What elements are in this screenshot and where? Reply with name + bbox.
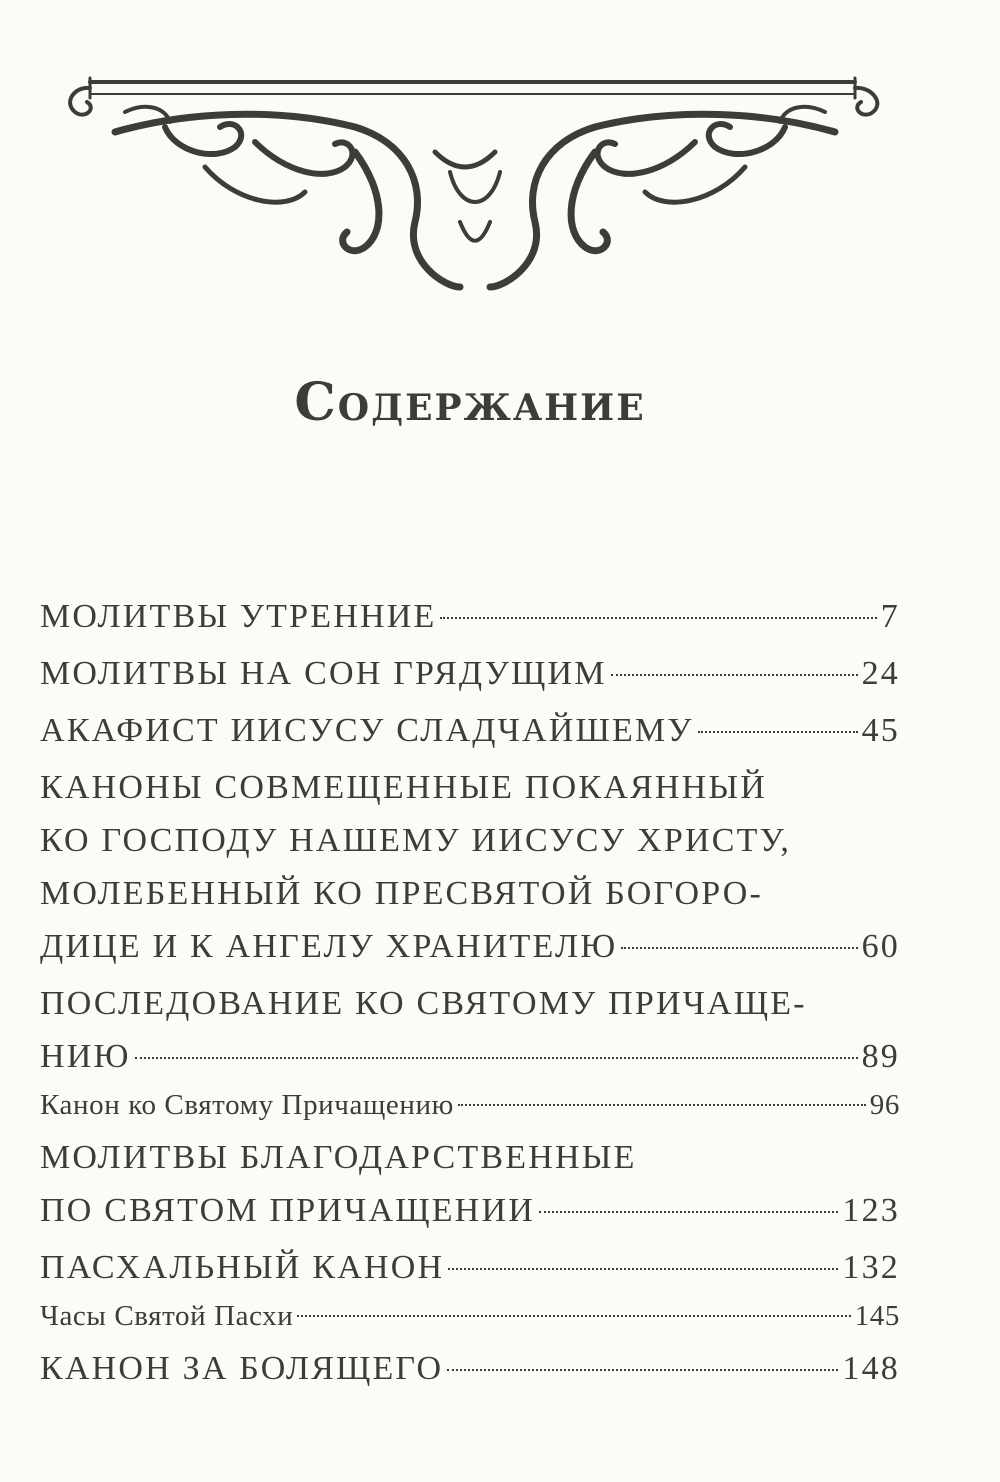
toc-entry-title-line: НИЮ [40, 1038, 131, 1075]
page-number: 148 [842, 1350, 900, 1387]
toc-entry-title-line: ПАСХАЛЬНЫЙ КАНОН [40, 1249, 445, 1286]
dot-leader [448, 1268, 838, 1270]
toc-entry-title-line: АКАФИСТ ИИСУСУ СЛАДЧАЙШЕМУ [40, 712, 694, 749]
page-number: 145 [854, 1300, 900, 1332]
toc-entry-title-line: МОЛЕБЕННЫЙ КО ПРЕСВЯТОЙ БОГОРО- [40, 875, 764, 912]
toc-entry[interactable] [40, 1294, 900, 1338]
toc-entry-title-line: КАНОНЫ СОВМЕЩЕННЫЕ ПОКАЯННЫЙ [40, 769, 767, 806]
dot-leader [458, 1104, 866, 1106]
toc-entry-title-line: Канон ко Святому Причащению [40, 1089, 454, 1121]
page-number: 7 [880, 598, 900, 635]
dot-leader [447, 1369, 838, 1371]
dot-leader [611, 674, 858, 676]
page-title: Содержание [294, 372, 646, 433]
toc-entry[interactable] [40, 1083, 900, 1127]
page-number: 132 [842, 1249, 900, 1286]
toc-entry-title-line: МОЛИТВЫ БЛАГОДАРСТВЕННЫЕ [40, 1139, 637, 1176]
dot-leader [440, 617, 876, 619]
page-number: 96 [869, 1089, 900, 1121]
toc-entry[interactable] [40, 1241, 900, 1294]
toc-entry[interactable] [40, 1342, 900, 1395]
page-number: 89 [861, 1038, 900, 1075]
page-number: 60 [861, 928, 900, 965]
toc-entry[interactable] [40, 647, 900, 700]
toc-entry-title-line: КАНОН ЗА БОЛЯЩЕГО [40, 1350, 444, 1387]
dot-leader [698, 731, 858, 733]
toc-entry-title-line: ПО СВЯТОМ ПРИЧАЩЕНИИ [40, 1192, 535, 1229]
toc-entry[interactable] [40, 761, 900, 973]
dot-leader [621, 947, 857, 949]
dot-leader [297, 1315, 850, 1317]
toc-entry-title-line: ПОСЛЕДОВАНИЕ КО СВЯТОМУ ПРИЧАЩЕ- [40, 985, 807, 1022]
page-number: 123 [842, 1192, 900, 1229]
toc-entry-title-line: Часы Святой Пасхи [40, 1300, 294, 1332]
page-number: 45 [861, 712, 900, 749]
toc-entry-title-line: КО ГОСПОДУ НАШЕМУ ИИСУСУ ХРИСТУ, [40, 822, 792, 859]
page-number: 24 [861, 655, 900, 692]
toc-entry[interactable] [40, 590, 900, 643]
dot-leader [539, 1211, 838, 1213]
toc-entry-title-line: МОЛИТВЫ УТРЕННИЕ [40, 598, 437, 635]
table-of-contents [40, 590, 900, 1395]
floral-scroll-ornament-icon [55, 72, 895, 297]
toc-entry-title-line: ДИЦЕ И К АНГЕЛУ ХРАНИТЕЛЮ [40, 928, 618, 965]
dot-leader [135, 1057, 858, 1059]
toc-entry-title-line: МОЛИТВЫ НА СОН ГРЯДУЩИМ [40, 655, 607, 692]
toc-entry[interactable] [40, 1131, 900, 1237]
toc-entry[interactable] [40, 704, 900, 757]
toc-entry[interactable] [40, 977, 900, 1083]
